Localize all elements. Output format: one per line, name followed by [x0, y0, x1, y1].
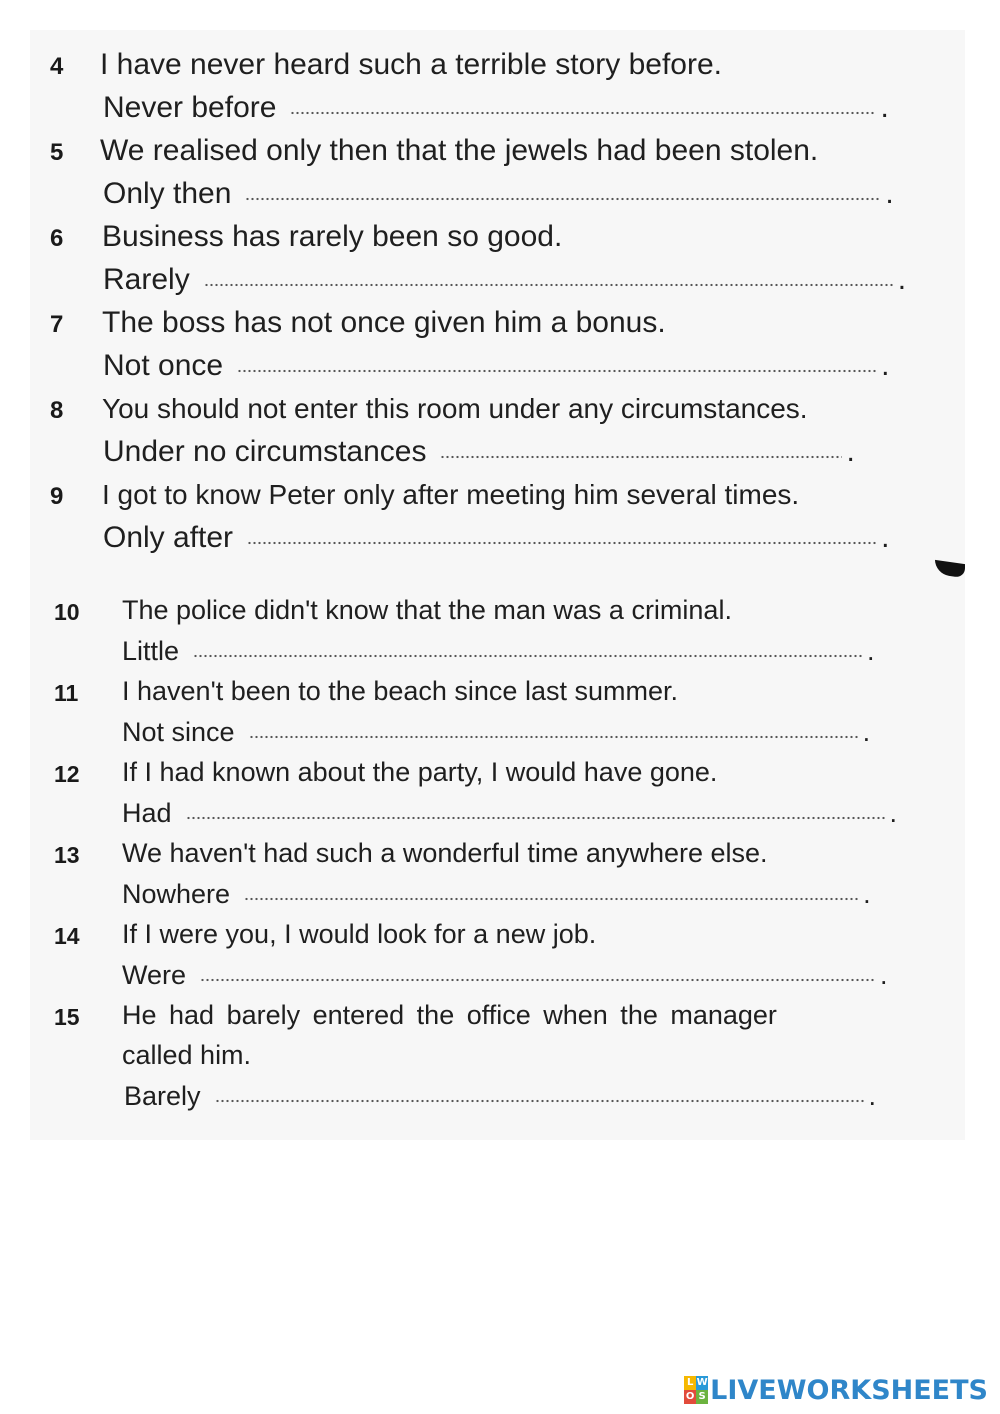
- source-sentence: He had barely entered the office when the manager: [122, 1000, 777, 1030]
- item-number: 6: [50, 225, 64, 252]
- end-mark: .: [862, 717, 871, 747]
- prompt-word: Under no circumstances: [103, 435, 427, 468]
- prompt-word: Little: [122, 636, 180, 666]
- answer-blank[interactable]: [215, 1075, 865, 1105]
- answer-blank[interactable]: [247, 517, 877, 547]
- item-number: 14: [54, 923, 80, 949]
- prompt-word: Never before: [103, 91, 277, 124]
- answer-line[interactable]: [103, 86, 889, 129]
- source-sentence: We realised only then that the jewels had been stolen.: [100, 134, 819, 167]
- answer-line[interactable]: [103, 172, 894, 215]
- prompt-word: Were: [122, 960, 187, 990]
- answer-line[interactable]: [122, 792, 897, 833]
- prompt-word: Only then: [103, 177, 232, 210]
- answer-blank[interactable]: [204, 259, 894, 289]
- end-mark: .: [897, 263, 907, 296]
- end-mark: .: [846, 435, 855, 468]
- answer-blank[interactable]: [244, 873, 859, 903]
- answer-blank[interactable]: [237, 345, 877, 375]
- source-sentence: Business has rarely been so good.: [102, 220, 563, 253]
- answer-line[interactable]: [122, 711, 870, 752]
- item-number: 5: [50, 139, 64, 166]
- source-sentence: If I had known about the party, I would have gone.: [122, 757, 718, 787]
- end-mark: .: [863, 879, 871, 909]
- answer-blank[interactable]: [193, 630, 863, 660]
- source-sentence: I got to know Peter only after meeting him several times.: [102, 479, 800, 510]
- answer-blank[interactable]: [249, 711, 859, 741]
- answer-line[interactable]: [103, 344, 889, 387]
- end-mark: .: [880, 91, 889, 124]
- answer-line[interactable]: [122, 954, 888, 995]
- end-mark: .: [881, 521, 890, 554]
- source-sentence: I have never heard such a terrible story before.: [100, 48, 723, 81]
- liveworksheets-logo-icon: L W O S: [685, 1377, 708, 1402]
- end-mark: .: [889, 798, 898, 828]
- worksheet-body: [30, 30, 965, 1140]
- item-number: 15: [54, 1004, 80, 1030]
- prompt-word: Had: [122, 798, 172, 828]
- answer-blank[interactable]: [245, 173, 881, 203]
- prompt-word: Rarely: [103, 263, 190, 296]
- end-mark: .: [867, 636, 875, 666]
- exercise-item-5: [30, 129, 965, 215]
- source-sentence: The police didn't know that the man was a criminal.: [122, 595, 732, 625]
- item-number: 10: [54, 599, 80, 625]
- answer-line[interactable]: [122, 630, 875, 671]
- exercise-item-10: [30, 590, 965, 670]
- item-number: 4: [50, 53, 64, 80]
- exercise-item-9: [30, 473, 965, 559]
- item-number: 7: [50, 311, 64, 338]
- item-number: 9: [50, 483, 64, 510]
- item-number: 11: [54, 680, 79, 706]
- liveworksheets-footer[interactable]: [684, 1373, 988, 1407]
- answer-line[interactable]: [103, 258, 906, 301]
- answer-line[interactable]: [122, 873, 871, 914]
- exercise-item-15: [30, 995, 965, 1115]
- source-sentence: You should not enter this room under any circumstances.: [102, 393, 808, 424]
- answer-blank[interactable]: [440, 431, 842, 461]
- exercise-item-8: [30, 387, 965, 473]
- answer-line[interactable]: [124, 1075, 876, 1116]
- item-number: 12: [54, 761, 80, 787]
- answer-line[interactable]: [103, 516, 889, 559]
- source-sentence: If I were you, I would look for a new job.: [122, 919, 597, 949]
- exercise-item-13: [30, 833, 965, 913]
- item-number: 13: [54, 842, 80, 868]
- prompt-word: Only after: [103, 521, 234, 554]
- prompt-word: Nowhere: [122, 879, 231, 909]
- brand-name[interactable]: LIVEWORKSHEETS: [710, 1374, 988, 1406]
- source-sentence: The boss has not once given him a bonus.: [102, 306, 666, 339]
- prompt-word: Barely: [124, 1081, 201, 1111]
- end-mark: .: [880, 960, 888, 990]
- source-sentence-continued: called him.: [122, 1040, 252, 1070]
- answer-line[interactable]: [103, 430, 855, 473]
- end-mark: .: [868, 1081, 877, 1111]
- exercise-item-6: [30, 215, 965, 301]
- exercise-item-7: [30, 301, 965, 387]
- source-sentence: I haven't been to the beach since last summer.: [122, 676, 678, 706]
- exercise-item-4: [30, 43, 965, 129]
- answer-blank[interactable]: [186, 792, 886, 822]
- exercise-item-12: [30, 752, 965, 832]
- exercise-item-14: [30, 914, 965, 994]
- source-sentence: We haven't had such a wonderful time anywhere else.: [122, 838, 768, 868]
- exercise-item-11: [30, 671, 965, 751]
- answer-blank[interactable]: [200, 954, 876, 984]
- prompt-word: Not since: [122, 717, 235, 747]
- answer-blank[interactable]: [290, 87, 876, 117]
- end-mark: .: [881, 349, 890, 382]
- end-mark: .: [885, 177, 894, 210]
- prompt-word: Not once: [103, 349, 224, 382]
- item-number: 8: [50, 397, 64, 424]
